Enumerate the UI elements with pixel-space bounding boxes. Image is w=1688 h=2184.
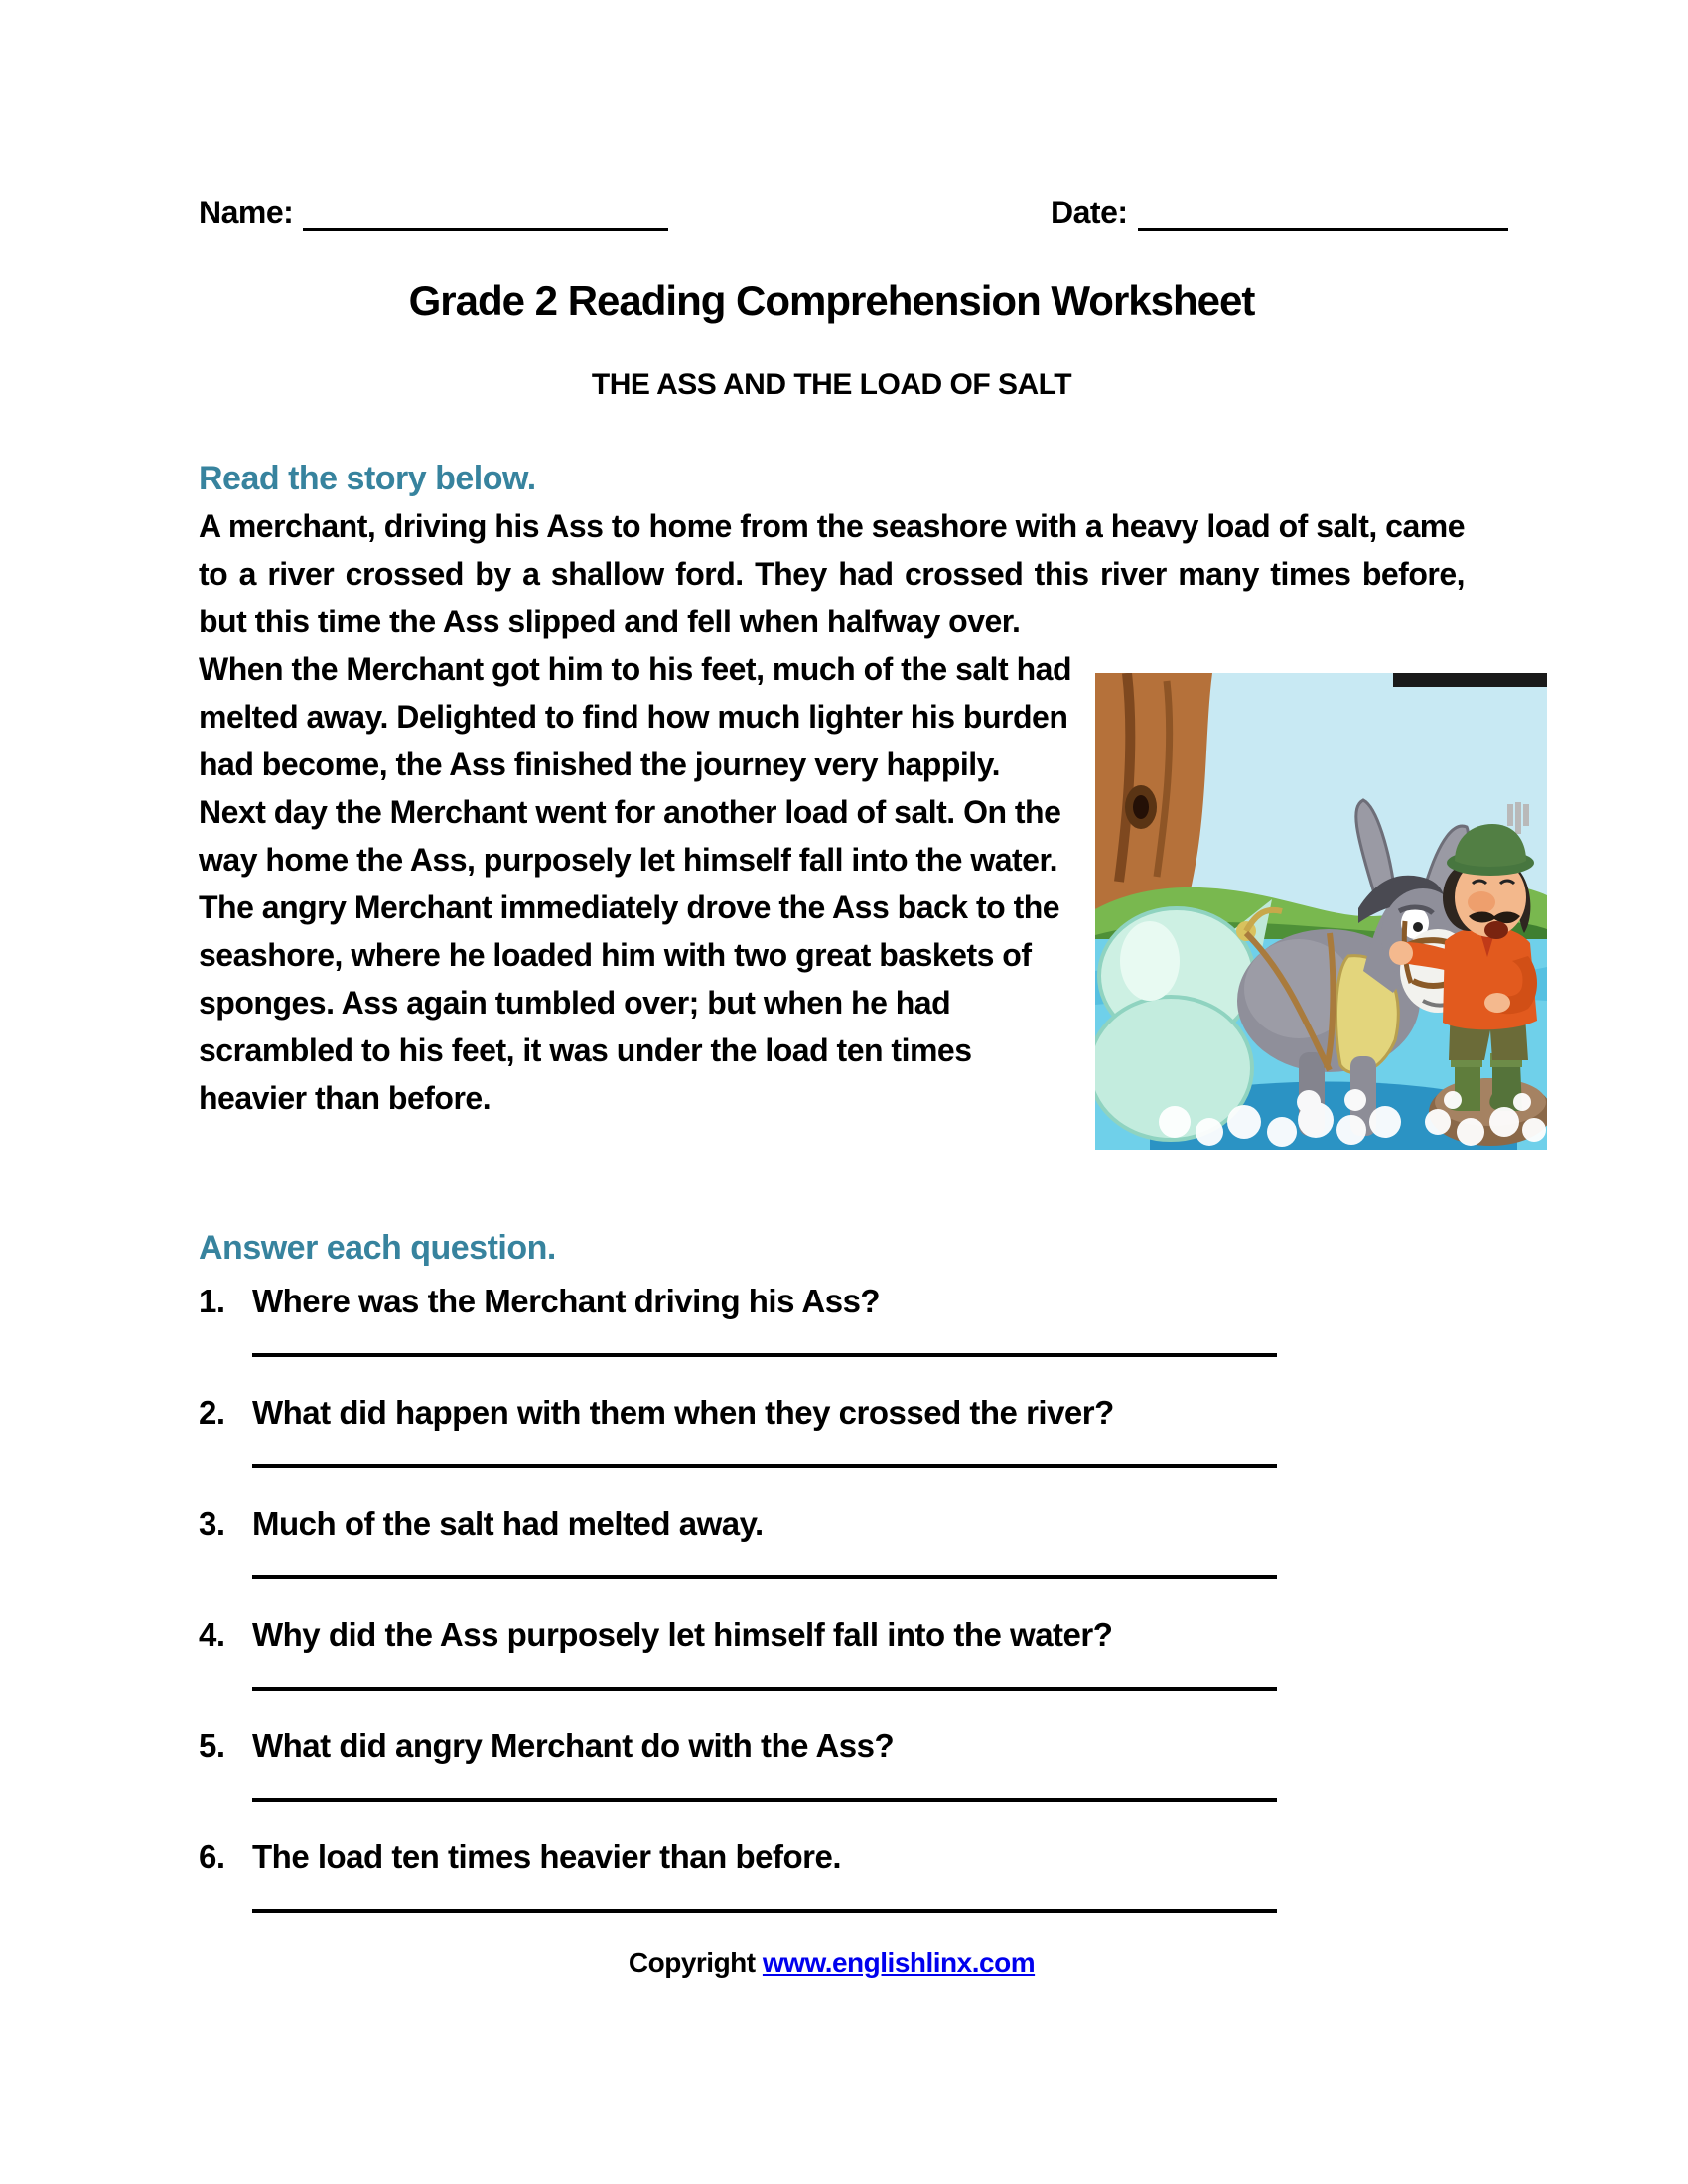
image-top-bar [1393, 673, 1547, 687]
name-blank-line [303, 194, 668, 231]
story-illustration [1095, 673, 1547, 1150]
question-number: 1. [199, 1283, 225, 1319]
story-section-heading: Read the story below. [199, 460, 536, 497]
name-date-row [199, 194, 1465, 239]
date-blank-line [1138, 194, 1508, 231]
question-text: Much of the salt had melted away. [252, 1505, 764, 1542]
question-item [199, 1502, 1465, 1579]
question-item [199, 1391, 1465, 1468]
footer [199, 1947, 1465, 1979]
story-paragraph-intro: A merchant, driving his Ass to home from the seashore with a heavy load of salt, came to a river crossed by a shallow ford. They had crossed this river many times before, but this time the Ass slipped and fell when halfway over. [199, 508, 1465, 639]
question-text: What did happen with them when they crossed the river? [252, 1394, 1114, 1431]
question-text: What did angry Merchant do with the Ass? [252, 1727, 895, 1764]
answer-blank-line [252, 1353, 1277, 1357]
questions-section-heading: Answer each question. [199, 1229, 556, 1267]
answer-blank-line [252, 1464, 1277, 1468]
date-label: Date: [1051, 195, 1128, 230]
englishlinx-link[interactable]: www.englishlinx.com [762, 1947, 1036, 1978]
question-item [199, 1280, 1465, 1357]
question-text: The load ten times heavier than before. [252, 1839, 841, 1875]
answer-blank-line [252, 1687, 1277, 1691]
donkey-and-merchant-illustration [1095, 673, 1547, 1150]
date-field [1051, 194, 1508, 231]
question-number: 4. [199, 1616, 225, 1653]
question-number: 2. [199, 1394, 225, 1431]
question-number: 6. [199, 1839, 225, 1875]
answer-blank-line [252, 1575, 1277, 1579]
question-number: 5. [199, 1727, 225, 1764]
worksheet-content [199, 194, 1465, 1979]
story-paragraph-wrapped: When the Merchant got him to his feet, much of the salt had melted away. Delighted to find how much lighter his burden had become, the Ass finished the journey very happily. Next day the Merchant went for another load of salt. On the way home the Ass, purposely let himself fall into the water. The angry Merchant immediately drove the Ass back to the seashore, where he loaded him with two great baskets of sponges. Ass again tumbled over; but when he had scrambled to his feet, it was under the load ten times heavier than before. [199, 651, 1071, 1116]
question-item [199, 1836, 1465, 1913]
name-label: Name: [199, 195, 294, 230]
page-title: Grade 2 Reading Comprehension Worksheet [408, 277, 1255, 324]
name-field [199, 194, 668, 231]
question-text: Why did the Ass purposely let himself fall into the water? [252, 1616, 1113, 1653]
story-title: THE ASS AND THE LOAD OF SALT [591, 368, 1072, 401]
question-number: 3. [199, 1505, 225, 1542]
answer-blank-line [252, 1909, 1277, 1913]
question-item [199, 1613, 1465, 1691]
question-text: Where was the Merchant driving his Ass? [252, 1283, 881, 1319]
questions-section [199, 1160, 1465, 1913]
question-item [199, 1724, 1465, 1802]
story-wrap-block [199, 645, 1465, 1122]
answer-blank-line [252, 1798, 1277, 1802]
copyright-label: Copyright [628, 1947, 763, 1978]
